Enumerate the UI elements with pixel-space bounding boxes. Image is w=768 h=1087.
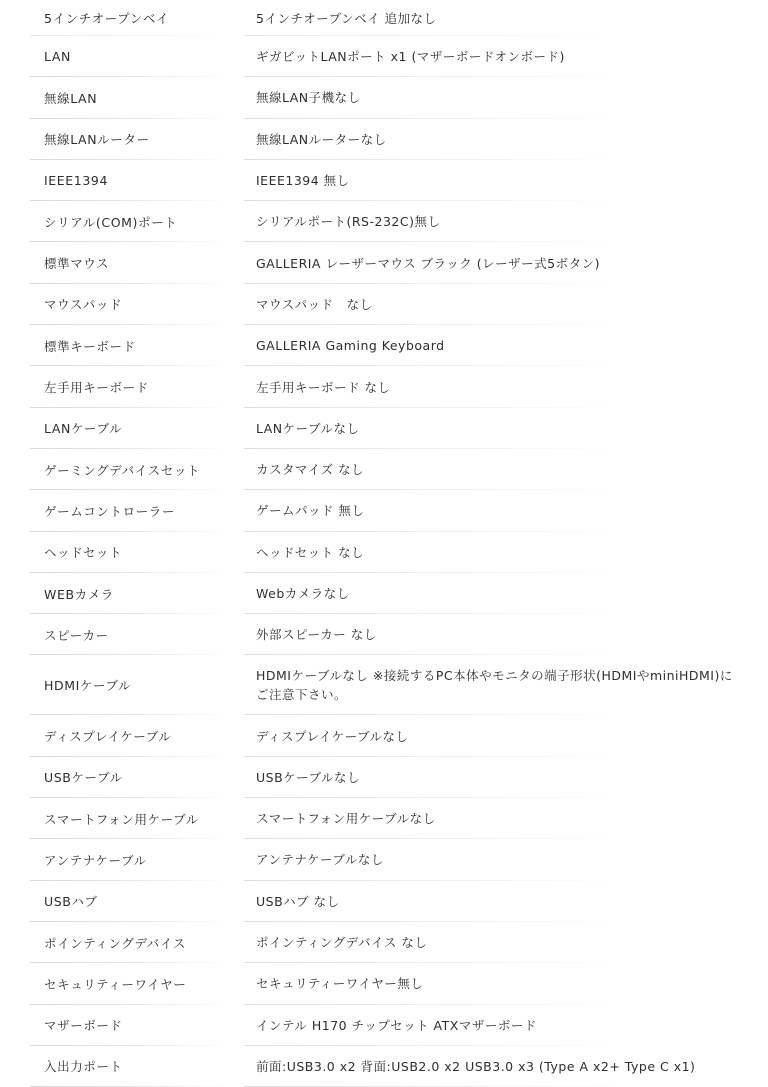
spec-value: アンテナケーブルなし: [256, 852, 384, 868]
spec-label: ポインティングデバイス: [44, 935, 186, 951]
spec-value: 前面:USB3.0 x2 背面:USB2.0 x2 USB3.0 x3 (Type A x2+ Type C x1): [256, 1058, 696, 1074]
spec-row: [30, 963, 740, 1004]
spec-value: 無線LAN子機なし: [256, 90, 361, 106]
spec-label: 無線LANルーター: [44, 132, 150, 148]
spec-row: [30, 655, 740, 715]
spec-row: [30, 757, 740, 798]
spec-label: ゲームコントローラー: [44, 503, 176, 519]
spec-value: ギガビットLANポート x1 (マザーボードオンボード): [256, 49, 565, 65]
spec-value: IEEE1394 無し: [256, 173, 350, 189]
spec-row: [30, 119, 740, 160]
spec-label: 標準キーボード: [44, 338, 136, 354]
spec-row: [30, 449, 740, 490]
spec-row: [30, 839, 740, 880]
spec-label: ディスプレイケーブル: [44, 729, 172, 745]
spec-row: [30, 715, 740, 756]
spec-row: [30, 0, 740, 36]
spec-row: [30, 366, 740, 407]
spec-value: USBハブ なし: [256, 893, 340, 909]
spec-row: [30, 284, 740, 325]
spec-label: スマートフォン用ケーブル: [44, 811, 199, 827]
spec-row: [30, 201, 740, 242]
spec-row: [30, 614, 740, 655]
spec-value: 左手用キーボード なし: [256, 379, 391, 395]
spec-row: [30, 36, 740, 77]
spec-label: LAN: [44, 49, 71, 65]
spec-label: ヘッドセット: [44, 545, 123, 561]
spec-label: HDMIケーブル: [44, 678, 132, 694]
spec-row: [30, 922, 740, 963]
spec-row: [30, 77, 740, 118]
spec-value: USBケーブルなし: [256, 769, 361, 785]
spec-label: USBケーブル: [44, 770, 123, 786]
spec-row: [30, 881, 740, 922]
spec-label: 無線LAN: [44, 90, 98, 106]
spec-label: シリアル(COM)ポート: [44, 214, 178, 230]
spec-label: 入出力ポート: [44, 1059, 123, 1075]
spec-value: スマートフォン用ケーブルなし: [256, 811, 436, 827]
spec-value: ディスプレイケーブルなし: [256, 728, 409, 744]
spec-label: 標準マウス: [44, 256, 110, 272]
spec-value: 無線LANルーターなし: [256, 131, 387, 147]
spec-label: スピーカー: [44, 627, 109, 643]
spec-value: Webカメラなし: [256, 586, 350, 601]
spec-label: マザーボード: [44, 1018, 123, 1034]
spec-value: シリアルポート(RS-232C)無し: [256, 214, 441, 230]
spec-row: [30, 573, 740, 614]
spec-row: [30, 160, 740, 201]
spec-value: ゲームパッド 無し: [256, 503, 365, 519]
spec-value: HDMIケーブルなし ※接続するPC本体やモニタの端子形状(HDMIやminiHDMI)にご注意下さい。: [256, 668, 733, 703]
spec-row: [30, 242, 740, 283]
spec-value: LANケーブルなし: [256, 420, 360, 436]
spec-label: WEBカメラ: [44, 586, 114, 602]
spec-value: マウスパッド なし: [256, 296, 373, 312]
spec-value: GALLERIA レーザーマウス ブラック (レーザー式5ボタン): [256, 255, 600, 271]
spec-row: [30, 408, 740, 449]
spec-row: [30, 1005, 740, 1046]
spec-label: USBハブ: [44, 894, 98, 910]
spec-label: 5インチオープンベイ: [44, 11, 170, 26]
spec-row: [30, 532, 740, 573]
spec-value: ヘッドセット なし: [256, 544, 365, 560]
spec-value: 5インチオープンベイ 追加なし: [256, 10, 437, 26]
spec-row: [30, 490, 740, 531]
spec-label: ゲーミングデバイスセット: [44, 462, 201, 478]
spec-label: IEEE1394: [44, 173, 108, 189]
spec-label: 左手用キーボード: [44, 380, 149, 396]
spec-row: [30, 798, 740, 839]
spec-label: マウスパッド: [44, 297, 123, 313]
spec-row: [30, 325, 740, 366]
spec-label: LANケーブル: [44, 421, 123, 437]
spec-label: アンテナケーブル: [44, 852, 147, 868]
spec-label: セキュリティーワイヤー: [44, 976, 187, 992]
spec-row: [30, 1046, 740, 1087]
spec-value: カスタマイズ なし: [256, 462, 365, 478]
spec-value: インテル H170 チップセット ATXマザーボード: [256, 1017, 537, 1033]
spec-value: GALLERIA Gaming Keyboard: [256, 338, 445, 354]
spec-value: 外部スピーカー なし: [256, 627, 377, 643]
spec-table: [30, 0, 740, 1087]
spec-value: セキュリティーワイヤー無し: [256, 976, 424, 992]
spec-value: ポインティングデバイス なし: [256, 935, 428, 951]
